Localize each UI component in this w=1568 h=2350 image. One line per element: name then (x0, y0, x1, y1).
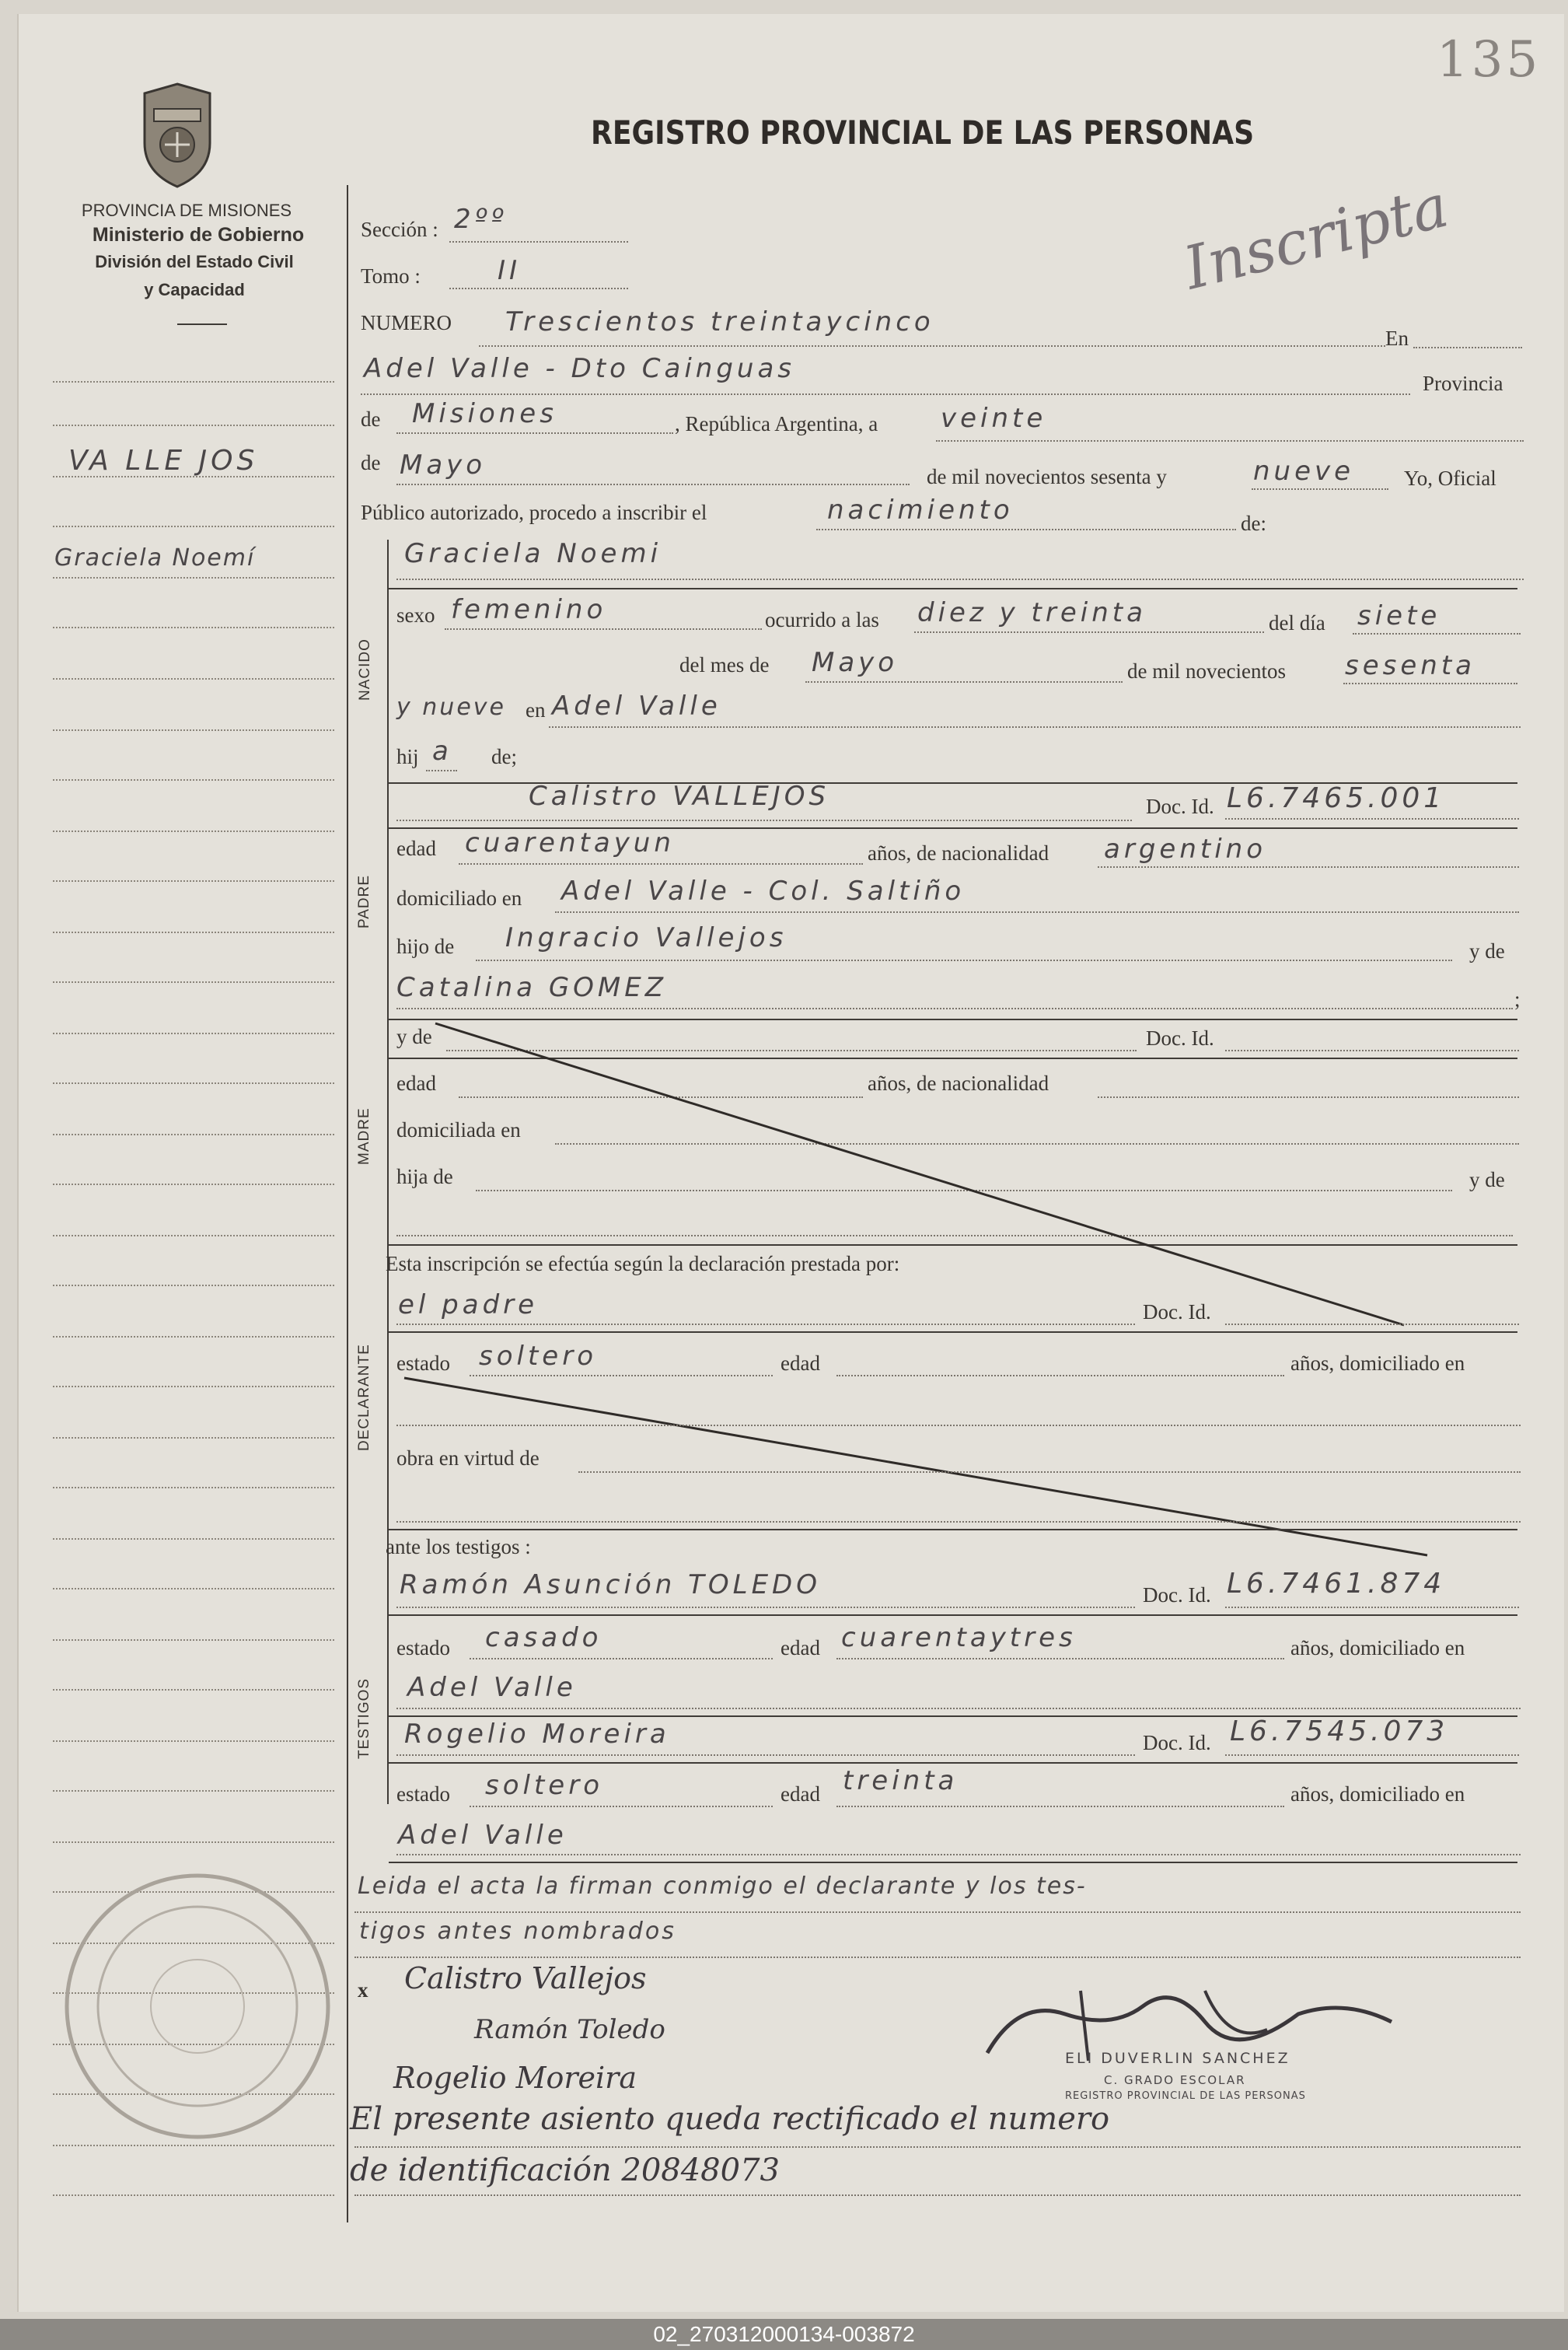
official-name: ELI DUVERLIN SANCHEZ (1065, 2050, 1290, 2067)
declarante-edad-line (836, 1375, 1284, 1376)
signature-toledo: Ramón Toledo (474, 2014, 665, 2045)
t1-doc-line (1225, 1607, 1519, 1608)
de-label: de (361, 407, 381, 431)
declarante-intro: Esta inscripción se efectúa según la declaración prestada por: (386, 1252, 900, 1275)
signature-padre: Calistro Vallejos (404, 1961, 647, 1995)
ocurrido-label: ocurrido a las (765, 608, 879, 631)
t1-dom-label: años, domiciliado en (1290, 1636, 1465, 1659)
org-province: PROVINCIA DE MISIONES (81, 201, 292, 220)
anio-value: sesenta (1345, 650, 1475, 681)
declarante-doc-label: Doc. Id. (1143, 1300, 1211, 1324)
section-testigos: TESTIGOS (356, 1677, 372, 1759)
declarante-estado-line (470, 1375, 773, 1376)
oficial-label: Yo, Oficial (1404, 467, 1496, 490)
hora-value: diez y treinta (917, 597, 1147, 628)
page-title: REGISTRO PROVINCIAL DE LAS PERSONAS (591, 114, 1255, 152)
declarante-obra-label: obra en virtud de (396, 1446, 540, 1470)
declarante-obra-line (578, 1471, 1521, 1473)
margin-given-names: Graciela Noemí (54, 544, 256, 572)
dia-label: del día (1269, 611, 1325, 635)
declarante-extra-line (396, 1521, 1521, 1523)
t2-edad-label: edad (781, 1782, 820, 1806)
padre-yde-label: y de (1469, 939, 1505, 963)
org-division: División del Estado Civil (95, 252, 294, 271)
t1-dom: Adel Valle (407, 1672, 577, 1703)
declarante-dom-line (396, 1425, 1521, 1426)
t2-doc-line (1225, 1754, 1519, 1756)
t2-estado: soltero (485, 1770, 603, 1801)
madre-hija-label: hija de (396, 1165, 453, 1188)
t2-dom-line (396, 1854, 1521, 1855)
place-value: Adel Valle - Dto Cainguas (364, 353, 795, 384)
hij-value: a (432, 736, 452, 767)
declarante-edad-label: edad (781, 1352, 820, 1375)
en-label: En (1385, 327, 1409, 350)
padre-nac: argentino (1104, 834, 1266, 865)
t1-estado-line (470, 1658, 773, 1659)
declarante-estado-label: estado (396, 1352, 450, 1375)
act-value: nacimiento (827, 495, 1014, 526)
margin-surname: VA LLE JOS (68, 445, 259, 477)
t1-estado-label: estado (396, 1636, 450, 1659)
t1-doc: L6.7461.874 (1227, 1568, 1446, 1600)
de2-label: de (361, 451, 381, 474)
declarante-doc-line (1225, 1324, 1519, 1325)
note-line1-rule (354, 2146, 1521, 2148)
day-value: veinte (941, 403, 1047, 434)
registration-stamp: Inscripta (1177, 170, 1455, 303)
page-number: 135 (1437, 31, 1542, 89)
numero-label: NUMERO (361, 311, 452, 334)
numero-value: Trescientos treintaycinco (505, 306, 934, 337)
t2-estado-line (470, 1806, 773, 1807)
section-nacido: NACIDO (357, 638, 373, 701)
madre-doc-label: Doc. Id. (1146, 1026, 1214, 1050)
anio2-value: y nueve (396, 694, 506, 721)
dia-value: siete (1357, 600, 1441, 631)
t1-doc-label: Doc. Id. (1143, 1583, 1211, 1607)
declarante-name: el padre (398, 1289, 539, 1320)
section-madre: MADRE (356, 1107, 372, 1165)
closing-line1: Leida el acta la firman conmigo el declarante y los tes- (358, 1873, 1087, 1900)
closing-line2: tigos antes nombrados (359, 1918, 676, 1945)
t2-dom-label: años, domiciliado en (1290, 1782, 1465, 1806)
declarante-dom-label: años, domiciliado en (1290, 1352, 1465, 1375)
t2-top-rule (389, 1762, 1517, 1764)
madre-yde-label: y de (396, 1025, 432, 1048)
padre-doc: L6.7465.001 (1227, 782, 1446, 814)
province-value: Misiones (412, 398, 557, 429)
section-padre: PADRE (356, 874, 372, 928)
month-value: Mayo (400, 449, 487, 481)
t2-estado-label: estado (396, 1782, 450, 1806)
madre-nac-label: años, de nacionalidad (868, 1072, 1049, 1095)
year-label: de mil novecientos sesenta y (927, 465, 1167, 488)
rectification-note-line2: de identificación 20848073 (350, 2152, 780, 2188)
year-value: nueve (1253, 456, 1355, 487)
padre-hijo: Ingracio Vallejos (505, 922, 787, 953)
section-declarante: DECLARANTE (356, 1344, 372, 1451)
t1-top-rule (389, 1614, 1517, 1616)
padre-edad: cuarentayun (465, 827, 675, 859)
hij-de-label: de; (491, 745, 517, 768)
t1-name-line (396, 1607, 1135, 1608)
publico-label: Público autorizado, procedo a inscribir el (361, 501, 707, 524)
de3-label: de: (1241, 512, 1266, 535)
declarante-estado: soltero (479, 1341, 597, 1372)
republica-label: , República Argentina, a (675, 412, 878, 435)
tomo-value: II (498, 255, 522, 286)
declarante-name-line (396, 1324, 1135, 1325)
padre-semicolon: ; (1514, 988, 1521, 1011)
padre-hijo-label: hijo de (396, 935, 455, 958)
closing-line1-rule (354, 1911, 1521, 1913)
madre-yde2-label: y de (1469, 1168, 1505, 1191)
anio-label: de mil novecientos (1127, 659, 1286, 683)
t2-doc: L6.7545.073 (1230, 1715, 1449, 1747)
t1-dom-line (396, 1708, 1521, 1709)
testigos-intro: ante los testigos : (386, 1535, 531, 1558)
lugar-en-label: en (526, 698, 546, 722)
nacido-name: Graciela Noemi (404, 538, 662, 569)
mes-value: Mayo (812, 647, 899, 678)
signature-mark: x (358, 1978, 368, 2002)
official-title2: REGISTRO PROVINCIAL DE LAS PERSONAS (1065, 2090, 1306, 2102)
declarante-bottom-rule (389, 1529, 1517, 1530)
padre-name: Calistro VALLEJOS (529, 781, 830, 812)
t1-edad: cuarentaytres (841, 1622, 1077, 1653)
padre-doc-label: Doc. Id. (1146, 795, 1214, 818)
seccion-label: Sección : (361, 218, 438, 241)
org-ministry: Ministerio de Gobierno (92, 224, 305, 246)
seccion-value: 2ºº (454, 204, 508, 235)
padre-nac-label: años, de nacionalidad (868, 841, 1049, 865)
madre-dom-label: domiciliada en (396, 1118, 521, 1142)
t2-doc-label: Doc. Id. (1143, 1731, 1211, 1754)
t2-edad-line (836, 1806, 1284, 1807)
t2-name-line (396, 1754, 1135, 1756)
t2-name: Rogelio Moreira (404, 1719, 670, 1750)
sexo-value: femenino (451, 594, 607, 625)
padre-madre: Catalina GOMEZ (396, 972, 668, 1003)
lugar-value: Adel Valle (552, 691, 721, 722)
org-capacity: y Capacidad (144, 280, 245, 299)
padre-dom: Adel Valle - Col. Saltiño (561, 876, 966, 907)
t1-name: Ramón Asunción TOLEDO (400, 1569, 822, 1600)
rectification-note-line1: El presente asiento queda rectificado el numero (350, 2101, 1110, 2137)
t2-bottom-rule (389, 1862, 1517, 1863)
official-title: C. GRADO ESCOLAR (1104, 2073, 1246, 2087)
declarante-top-rule (389, 1331, 1517, 1333)
hij-label: hij (396, 745, 419, 768)
padre-dom-label: domiciliado en (396, 886, 522, 910)
t1-estado: casado (485, 1622, 602, 1653)
signature-moreira: Rogelio Moreira (393, 2061, 637, 2095)
sexo-label: sexo (396, 603, 435, 627)
madre-edad-label: edad (396, 1072, 436, 1095)
t1-edad-line (836, 1658, 1284, 1659)
image-id-footer: 02_270312000134-003872 (0, 2319, 1568, 2350)
closing-line2-rule (354, 1957, 1521, 1958)
provincia-label: Provincia (1423, 372, 1503, 395)
t2-edad: treinta (843, 1765, 959, 1796)
padre-edad-label: edad (396, 837, 436, 860)
tomo-label: Tomo : (361, 264, 421, 288)
mes-label: del mes de (679, 653, 770, 677)
note-line2-rule (354, 2194, 1521, 2196)
t1-edad-label: edad (781, 1636, 820, 1659)
t2-dom: Adel Valle (398, 1820, 567, 1851)
